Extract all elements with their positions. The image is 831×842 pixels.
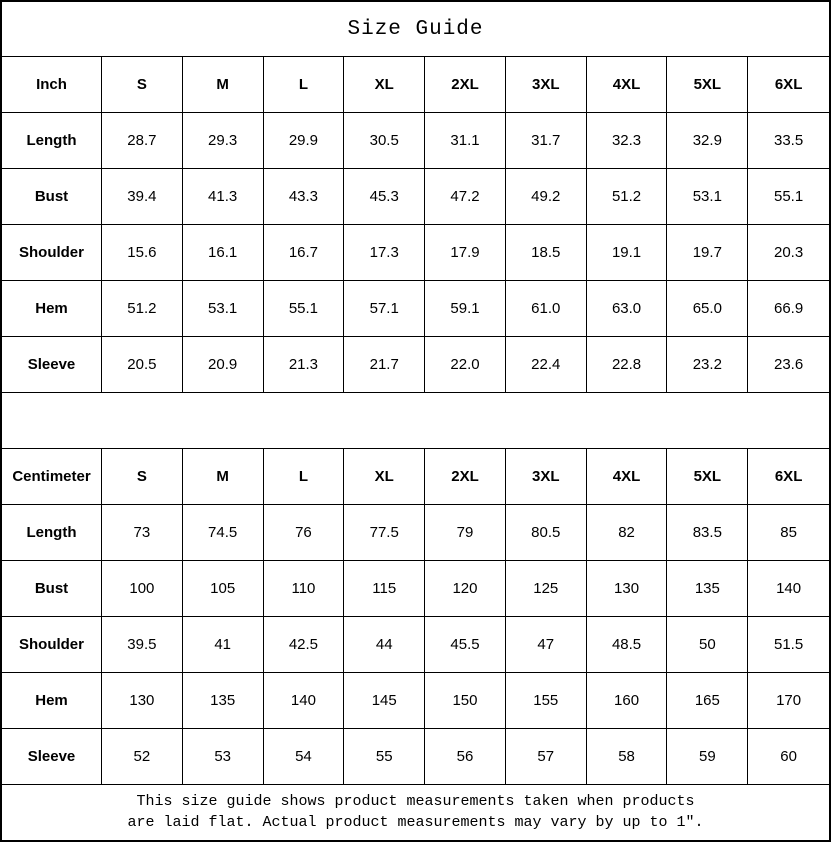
value-cell: 150 <box>425 673 506 729</box>
value-cell: 100 <box>102 561 183 617</box>
size-header-cell: 2XL <box>425 449 506 505</box>
footnote <box>2 785 829 840</box>
value-cell: 29.3 <box>183 113 264 169</box>
value-cell: 21.7 <box>344 337 425 393</box>
value-cell: 33.5 <box>748 113 829 169</box>
value-cell: 110 <box>264 561 345 617</box>
value-cell: 82 <box>587 505 668 561</box>
value-cell: 57.1 <box>344 281 425 337</box>
value-cell: 55 <box>344 729 425 785</box>
value-cell: 63.0 <box>587 281 668 337</box>
size-header-cell: L <box>264 449 345 505</box>
value-cell: 32.9 <box>667 113 748 169</box>
row-label-cell: Sleeve <box>2 729 102 785</box>
value-cell: 53.1 <box>667 169 748 225</box>
value-cell: 19.1 <box>587 225 668 281</box>
value-cell: 53.1 <box>183 281 264 337</box>
value-cell: 80.5 <box>506 505 587 561</box>
value-cell: 15.6 <box>102 225 183 281</box>
value-cell: 18.5 <box>506 225 587 281</box>
size-header-cell: S <box>102 57 183 113</box>
value-cell: 41 <box>183 617 264 673</box>
size-header-cell: 5XL <box>667 57 748 113</box>
size-header-cell: 2XL <box>425 57 506 113</box>
value-cell: 22.8 <box>587 337 668 393</box>
value-cell: 20.5 <box>102 337 183 393</box>
row-label-cell: Bust <box>2 169 102 225</box>
size-header-cell: 6XL <box>748 449 829 505</box>
value-cell: 55.1 <box>748 169 829 225</box>
value-cell: 135 <box>667 561 748 617</box>
value-cell: 145 <box>344 673 425 729</box>
row-label-cell: Length <box>2 113 102 169</box>
row-label-cell: Shoulder <box>2 617 102 673</box>
value-cell: 54 <box>264 729 345 785</box>
size-header-cell: 4XL <box>587 57 668 113</box>
size-header-cell: XL <box>344 57 425 113</box>
value-cell: 44 <box>344 617 425 673</box>
value-cell: 140 <box>264 673 345 729</box>
value-cell: 48.5 <box>587 617 668 673</box>
value-cell: 59.1 <box>425 281 506 337</box>
value-cell: 58 <box>587 729 668 785</box>
value-cell: 52 <box>102 729 183 785</box>
inch-size-table <box>2 57 829 393</box>
value-cell: 19.7 <box>667 225 748 281</box>
value-cell: 32.3 <box>587 113 668 169</box>
value-cell: 53 <box>183 729 264 785</box>
size-header-cell: M <box>183 449 264 505</box>
value-cell: 21.3 <box>264 337 345 393</box>
value-cell: 60 <box>748 729 829 785</box>
centimeter-size-table <box>2 449 829 785</box>
value-cell: 135 <box>183 673 264 729</box>
value-cell: 155 <box>506 673 587 729</box>
value-cell: 28.7 <box>102 113 183 169</box>
size-header-cell: XL <box>344 449 425 505</box>
value-cell: 56 <box>425 729 506 785</box>
value-cell: 45.3 <box>344 169 425 225</box>
value-cell: 125 <box>506 561 587 617</box>
value-cell: 160 <box>587 673 668 729</box>
value-cell: 51.2 <box>587 169 668 225</box>
value-cell: 17.9 <box>425 225 506 281</box>
footnote-line-1: This size guide shows product measurements taken when products <box>136 793 695 811</box>
value-cell: 120 <box>425 561 506 617</box>
value-cell: 73 <box>102 505 183 561</box>
page-title: Size Guide <box>347 17 484 41</box>
value-cell: 31.1 <box>425 113 506 169</box>
title-row <box>2 2 829 57</box>
value-cell: 76 <box>264 505 345 561</box>
value-cell: 77.5 <box>344 505 425 561</box>
value-cell: 105 <box>183 561 264 617</box>
row-label-cell: Bust <box>2 561 102 617</box>
value-cell: 50 <box>667 617 748 673</box>
value-cell: 57 <box>506 729 587 785</box>
value-cell: 17.3 <box>344 225 425 281</box>
value-cell: 65.0 <box>667 281 748 337</box>
value-cell: 23.6 <box>748 337 829 393</box>
value-cell: 22.4 <box>506 337 587 393</box>
value-cell: 30.5 <box>344 113 425 169</box>
value-cell: 170 <box>748 673 829 729</box>
footnote-line-2: are laid flat. Actual product measurements may vary by up to 1″. <box>127 813 704 831</box>
size-header-cell: 4XL <box>587 449 668 505</box>
value-cell: 51.2 <box>102 281 183 337</box>
value-cell: 47 <box>506 617 587 673</box>
value-cell: 31.7 <box>506 113 587 169</box>
size-header-cell: 3XL <box>506 57 587 113</box>
value-cell: 49.2 <box>506 169 587 225</box>
value-cell: 51.5 <box>748 617 829 673</box>
size-header-cell: 6XL <box>748 57 829 113</box>
value-cell: 140 <box>748 561 829 617</box>
value-cell: 115 <box>344 561 425 617</box>
value-cell: 74.5 <box>183 505 264 561</box>
value-cell: 130 <box>587 561 668 617</box>
row-label-cell: Shoulder <box>2 225 102 281</box>
value-cell: 20.9 <box>183 337 264 393</box>
row-label-cell: Hem <box>2 673 102 729</box>
unit-header-cell: Centimeter <box>2 449 102 505</box>
value-cell: 61.0 <box>506 281 587 337</box>
value-cell: 43.3 <box>264 169 345 225</box>
value-cell: 20.3 <box>748 225 829 281</box>
value-cell: 130 <box>102 673 183 729</box>
unit-header-cell: Inch <box>2 57 102 113</box>
row-label-cell: Hem <box>2 281 102 337</box>
value-cell: 39.4 <box>102 169 183 225</box>
value-cell: 16.7 <box>264 225 345 281</box>
value-cell: 41.3 <box>183 169 264 225</box>
value-cell: 85 <box>748 505 829 561</box>
size-header-cell: S <box>102 449 183 505</box>
value-cell: 23.2 <box>667 337 748 393</box>
size-header-cell: 5XL <box>667 449 748 505</box>
size-header-cell: L <box>264 57 345 113</box>
value-cell: 165 <box>667 673 748 729</box>
size-header-cell: 3XL <box>506 449 587 505</box>
value-cell: 29.9 <box>264 113 345 169</box>
value-cell: 39.5 <box>102 617 183 673</box>
value-cell: 59 <box>667 729 748 785</box>
value-cell: 66.9 <box>748 281 829 337</box>
value-cell: 45.5 <box>425 617 506 673</box>
size-header-cell: M <box>183 57 264 113</box>
value-cell: 55.1 <box>264 281 345 337</box>
table-spacer <box>2 393 829 449</box>
value-cell: 79 <box>425 505 506 561</box>
value-cell: 22.0 <box>425 337 506 393</box>
value-cell: 47.2 <box>425 169 506 225</box>
row-label-cell: Length <box>2 505 102 561</box>
value-cell: 83.5 <box>667 505 748 561</box>
value-cell: 42.5 <box>264 617 345 673</box>
value-cell: 16.1 <box>183 225 264 281</box>
row-label-cell: Sleeve <box>2 337 102 393</box>
